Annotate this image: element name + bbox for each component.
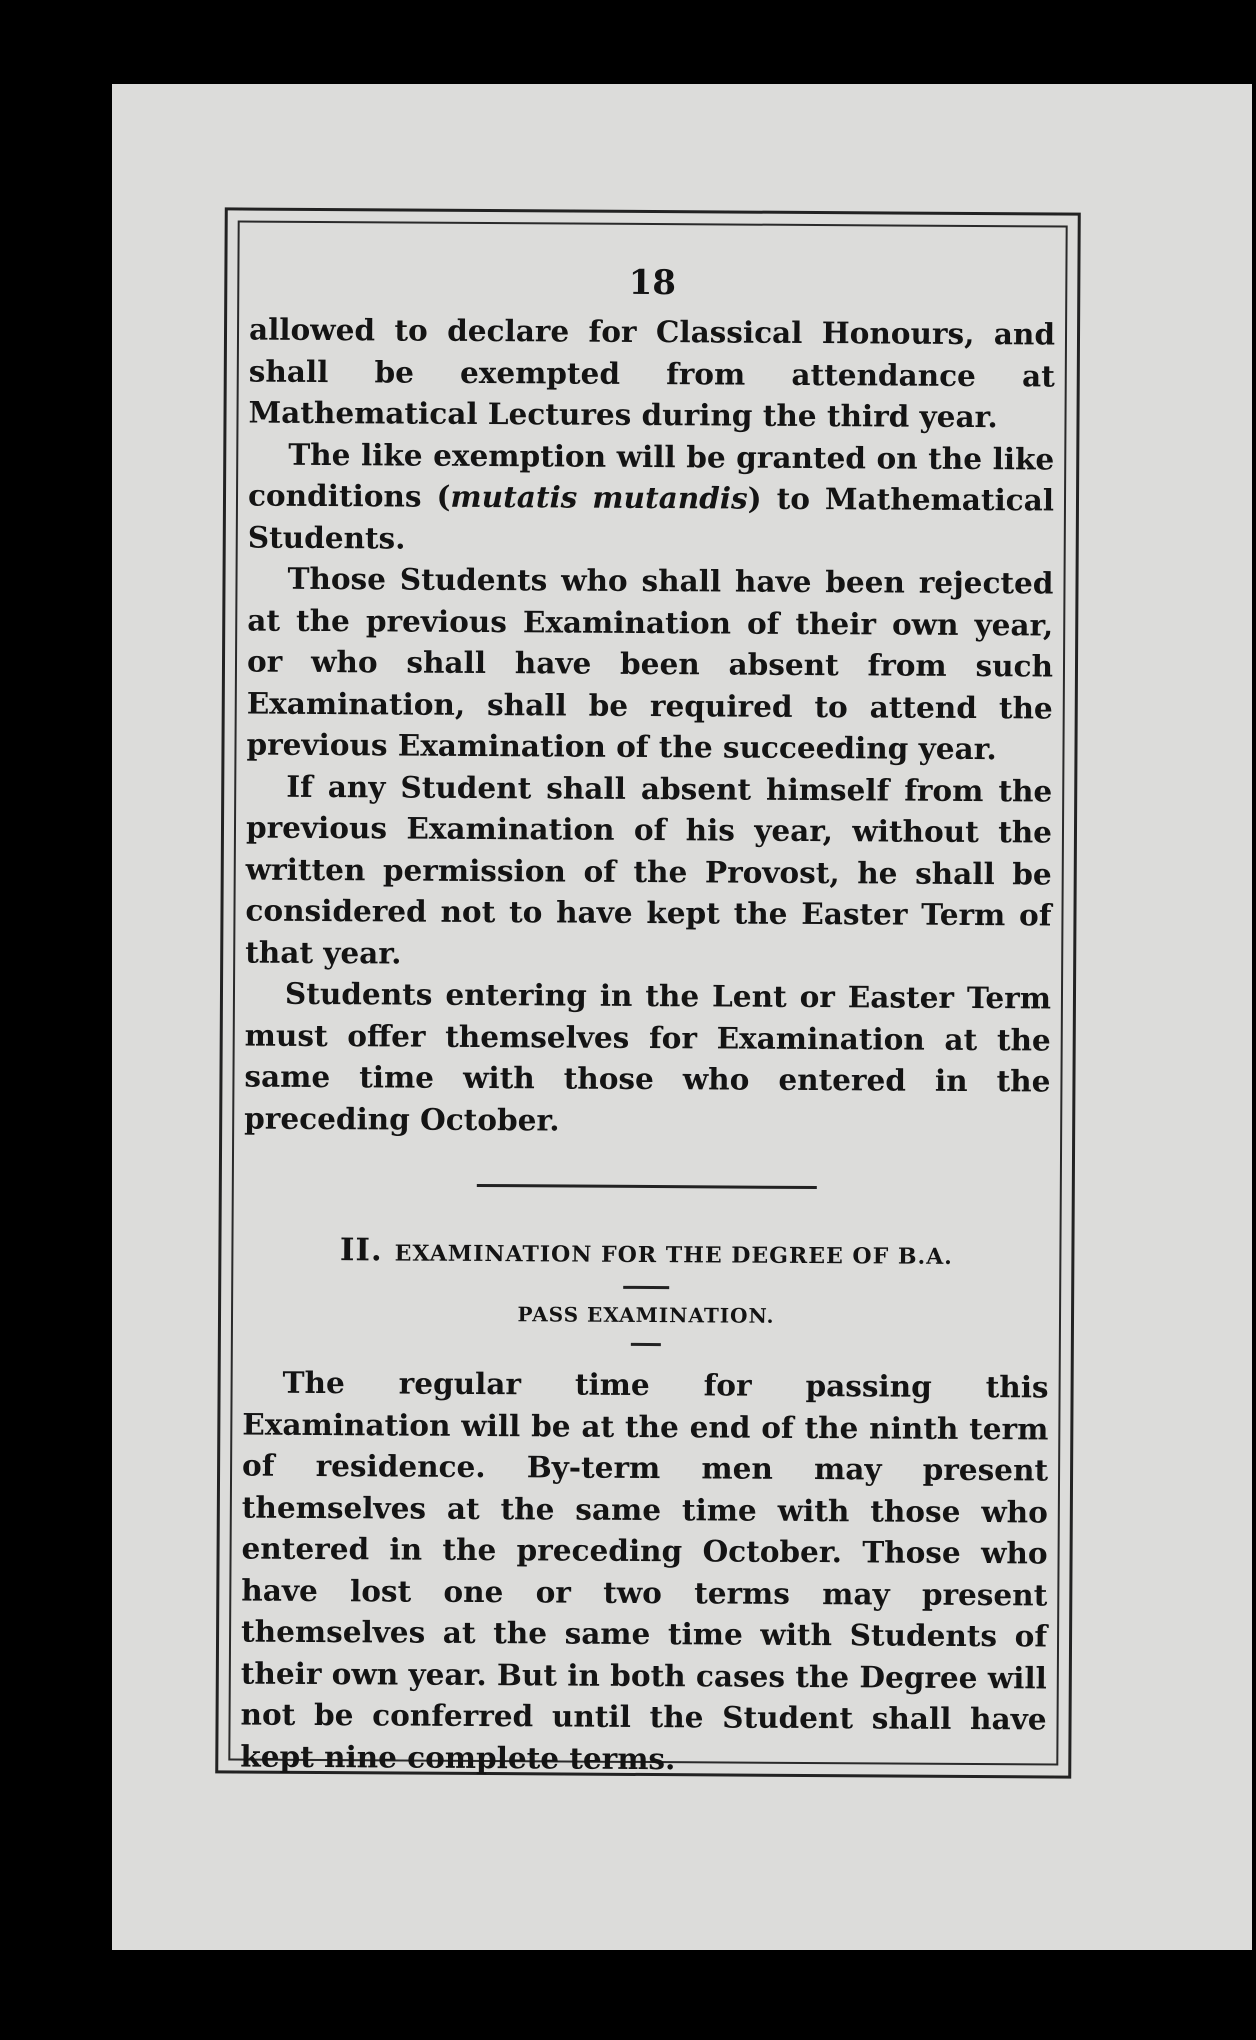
page-content xyxy=(240,261,1056,1776)
page-frame xyxy=(215,207,1081,1778)
sub-heading: PASS EXAMINATION. xyxy=(517,1302,775,1328)
page-number: 18 xyxy=(628,262,677,304)
section-title: EXAMINATION FOR THE DEGREE OF B.A. xyxy=(394,1240,953,1270)
paragraph-exemption xyxy=(248,433,1055,562)
paragraph-rejected-students: Those Students who shall have been rejected at the previous Examination of their own year, or who shall have been absent from such Examination, shall be required to attend the previous Examination of the succeeding year. xyxy=(246,560,1054,767)
section-roman-numeral: II. xyxy=(339,1232,383,1269)
paragraph-absent-student: If any Student shall absent himself from the previous Examination of his year, without the written permission of the Provost, he shall be considered not to have kept the Easter Term of that year. xyxy=(245,768,1053,970)
exemption-text-before: The like exemption will be granted on the like conditions ( xyxy=(247,436,1055,514)
paragraph-classical-honours: allowed to declare for Classical Honours, and shall be exempted from attendance at Mathematical Lectures during the third year. xyxy=(248,311,1056,435)
paragraph-regular-time: The regular time for passing this Examination will be at the end of the ninth term of residence. By-term men may present themselves at the same time with those who entered in the preceding October. Those who have lost one or two terms may present themselves at the same time with Students of their own year. But in both cases the Degree will not be conferred until the Student shall have kept nine complete terms. xyxy=(240,1364,1049,1776)
exemption-text-after: ) to Mathematical Students. xyxy=(247,480,1055,556)
section-divider xyxy=(477,1184,817,1189)
sub-heading-divider xyxy=(631,1343,661,1346)
exemption-text-italic: mutatis mutandis xyxy=(450,478,748,516)
section-heading xyxy=(243,1232,1049,1273)
heading-divider xyxy=(623,1286,669,1289)
paragraph-lent-easter: Students entering in the Lent or Easter Term must offer themselves for Examination at the same time with those who entered in the preceding October. xyxy=(244,975,1052,1137)
